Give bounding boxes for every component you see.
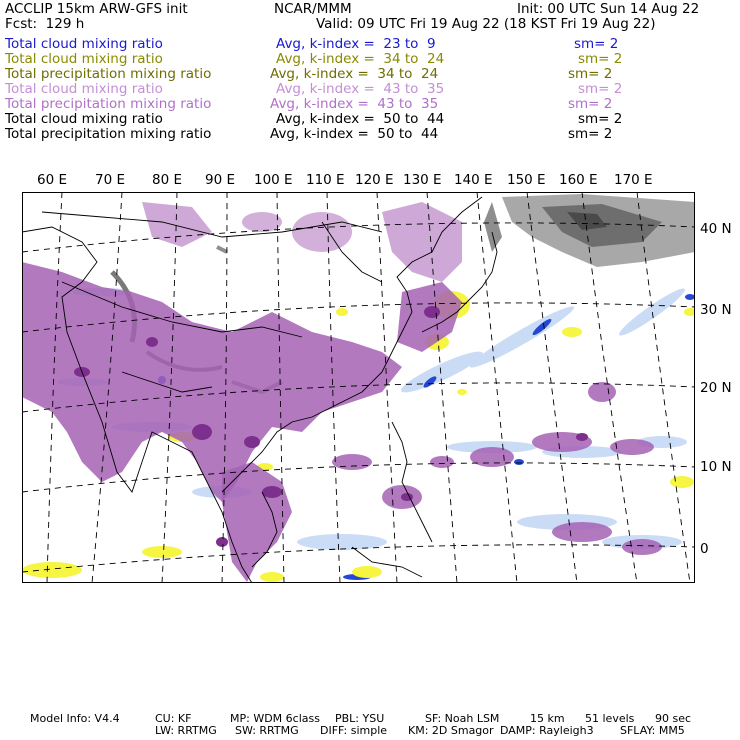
legend-sm: sm= 2 — [568, 126, 613, 142]
footer-mp: MP: WDM 6class — [230, 712, 320, 725]
lat-label: 10 N — [700, 459, 732, 475]
lon-label: 80 E — [152, 172, 182, 188]
legend-row — [5, 96, 613, 112]
legend-sm: sm= 2 — [568, 96, 613, 112]
legend-field: Total cloud mixing ratio — [5, 36, 163, 52]
footer-timestep: 90 sec — [655, 712, 692, 725]
footer-cu: CU: KF — [155, 712, 192, 725]
footer-lw: LW: RRTMG — [155, 724, 217, 737]
footer-sf: SF: Noah LSM — [425, 712, 500, 725]
legend-field: Total precipitation mixing ratio — [5, 66, 212, 82]
lon-label: 150 E — [507, 172, 546, 188]
org-label: NCAR/MMM — [274, 1, 352, 17]
legend-field: Total cloud mixing ratio — [5, 51, 163, 67]
legend-field: Total cloud mixing ratio — [5, 81, 163, 97]
init-time: Init: 00 UTC Sun 14 Aug 22 — [517, 1, 700, 17]
lon-label: 130 E — [403, 172, 442, 188]
forecast-hour: Fcst: 129 h — [5, 16, 85, 32]
lat-label: 20 N — [700, 380, 732, 396]
footer-km: KM: 2D Smagor — [408, 724, 494, 737]
legend-field: Total precipitation mixing ratio — [5, 96, 212, 112]
legend-avg: Avg, k-index = 34 to 24 — [276, 51, 445, 67]
footer-sflay: SFLAY: MM5 — [620, 724, 685, 737]
legend-avg: Avg, k-index = 43 to 35 — [270, 96, 439, 112]
lon-label: 90 E — [205, 172, 235, 188]
footer-model-info: Model Info: V4.4 — [30, 712, 120, 725]
lon-label: 170 E — [614, 172, 653, 188]
valid-time: Valid: 09 UTC Fri 19 Aug 22 (18 KST Fri 19 Aug 22) — [316, 16, 656, 32]
legend-row — [5, 66, 613, 82]
legend-field: Total cloud mixing ratio — [5, 111, 163, 127]
legend-row — [5, 36, 619, 52]
lon-label: 140 E — [454, 172, 493, 188]
legend-field: Total precipitation mixing ratio — [5, 126, 212, 142]
lat-label: 30 N — [700, 302, 732, 318]
legend-avg: Avg, k-index = 23 to 9 — [276, 36, 436, 52]
legend-sm: sm= 2 — [574, 36, 619, 52]
footer-diff: DIFF: simple — [320, 724, 388, 737]
legend-row — [5, 81, 623, 97]
model-title: ACCLIP 15km ARW-GFS init — [5, 1, 188, 17]
footer-resolution: 15 km — [530, 712, 565, 725]
lat-label: 40 N — [700, 221, 732, 237]
legend-avg: Avg, k-index = 50 to 44 — [270, 126, 439, 142]
lat-label: 0 — [700, 541, 709, 557]
lon-label: 70 E — [95, 172, 125, 188]
lon-label: 60 E — [37, 172, 67, 188]
footer-sw: SW: RRTMG — [235, 724, 299, 737]
legend-row — [5, 51, 623, 67]
legend-sm: sm= 2 — [568, 66, 613, 82]
lon-label: 110 E — [306, 172, 345, 188]
footer-levels: 51 levels — [585, 712, 635, 725]
footer-damp: DAMP: Rayleigh3 — [500, 724, 594, 737]
legend-sm: sm= 2 — [578, 51, 623, 67]
legend-row — [5, 111, 623, 127]
lon-label: 160 E — [559, 172, 598, 188]
legend-sm: sm= 2 — [578, 111, 623, 127]
legend-avg: Avg, k-index = 43 to 35 — [276, 81, 445, 97]
lon-label: 100 E — [254, 172, 293, 188]
legend-avg: Avg, k-index = 34 to 24 — [270, 66, 439, 82]
legend-avg: Avg, k-index = 50 to 44 — [276, 111, 445, 127]
legend-sm: sm= 2 — [578, 81, 623, 97]
footer-pbl: PBL: YSU — [335, 712, 385, 725]
weather-map — [22, 192, 695, 583]
legend-row — [5, 126, 613, 142]
lon-label: 120 E — [355, 172, 394, 188]
